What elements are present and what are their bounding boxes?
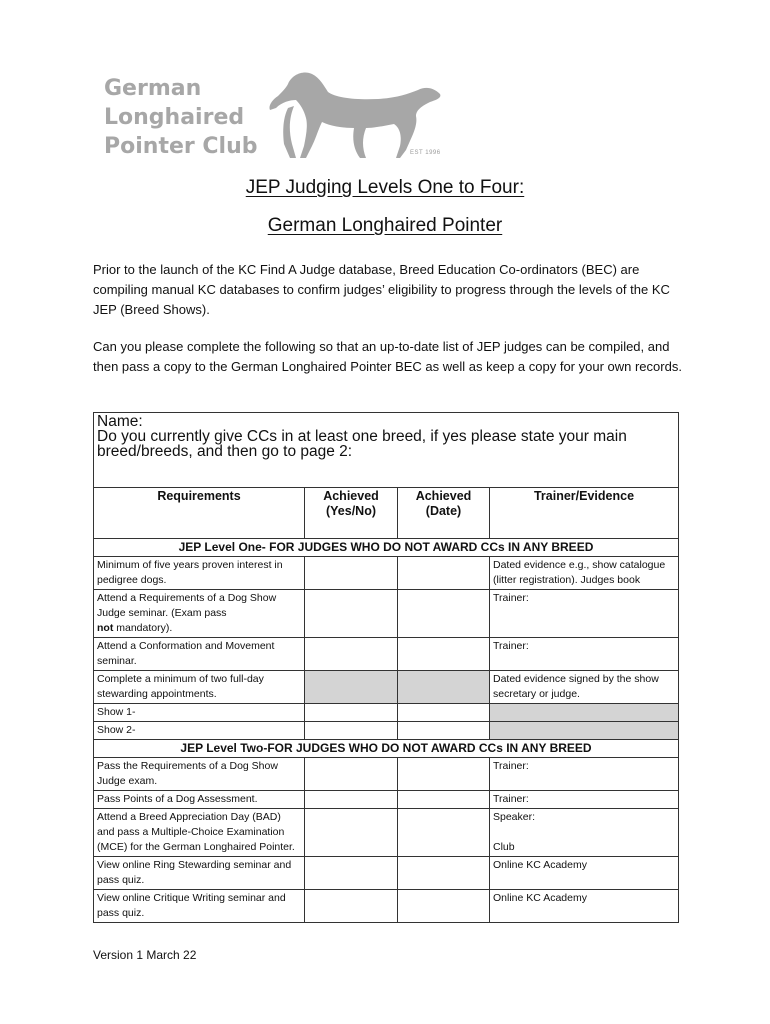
requirement-cell <box>94 590 305 638</box>
table-row <box>94 671 679 704</box>
evidence-cell[interactable] <box>490 809 679 857</box>
jep-form-table <box>93 412 679 923</box>
version-footer: Version 1 March 22 <box>93 948 197 962</box>
trainer-evidence-header: Trainer/Evidence <box>490 488 679 539</box>
speaker-label: Speaker: <box>493 811 536 823</box>
table-row <box>94 857 679 890</box>
name-label: Name: <box>97 413 143 430</box>
dog-icon <box>266 66 446 162</box>
shaded-cell <box>490 722 679 740</box>
name-field[interactable] <box>94 413 679 488</box>
document-title: JEP Judging Levels One to Four: <box>245 177 525 198</box>
club-label: Club <box>493 841 515 853</box>
logo-wordmark <box>104 74 257 161</box>
level-one-title: JEP Level One- FOR JUDGES WHO DO NOT AWARD CCs IN ANY BREED <box>94 539 679 557</box>
shaded-cell <box>490 704 679 722</box>
table-row <box>94 638 679 671</box>
requirement-cell: Minimum of five years proven interest in pedigree dogs. <box>94 557 305 590</box>
achieved-date-cell[interactable] <box>398 638 490 671</box>
level-two-title: JEP Level Two-FOR JUDGES WHO DO NOT AWARD CCs IN ANY BREED <box>94 740 679 758</box>
requirement-cell: Show 2- <box>94 722 305 740</box>
evidence-cell[interactable]: Dated evidence e.g., show catalogue (litter registration). Judges book <box>490 557 679 590</box>
achieved-date-cell[interactable] <box>398 890 490 923</box>
table-row <box>94 758 679 791</box>
achieved-yes-no-cell[interactable] <box>305 857 398 890</box>
evidence-cell[interactable]: Trainer: <box>490 638 679 671</box>
achieved-yes-no-cell[interactable] <box>305 791 398 809</box>
shaded-cell <box>398 671 490 704</box>
logo-line-3: Pointer Club <box>104 134 258 159</box>
requirements-header: Requirements <box>94 488 305 539</box>
instructions-paragraph: Can you please complete the following so that an up-to-date list of JEP judges can be compiled, and then pass a copy to the German Longhaired Pointer BEC as well as keep a copy for your own records. <box>93 339 682 374</box>
table-row <box>94 890 679 923</box>
yes-no-label: (Yes/No) <box>325 504 376 518</box>
requirement-text: mandatory). <box>113 622 173 634</box>
achieved-yes-no-header <box>305 488 398 539</box>
achieved-date-cell[interactable] <box>398 857 490 890</box>
requirement-cell: Show 1- <box>94 704 305 722</box>
achieved-date-cell[interactable] <box>398 704 490 722</box>
achieved-date-header <box>398 488 490 539</box>
table-row <box>94 791 679 809</box>
header-row <box>94 488 679 539</box>
achieved-label: Achieved <box>415 489 472 503</box>
requirement-text: Attend a Requirements of a Dog Show Judge seminar. (Exam pass <box>97 592 277 619</box>
achieved-yes-no-cell[interactable] <box>305 590 398 638</box>
achieved-yes-no-cell[interactable] <box>305 557 398 590</box>
document-subtitle: German Longhaired Pointer <box>267 215 503 236</box>
achieved-yes-no-cell[interactable] <box>305 809 398 857</box>
section-row <box>94 539 679 557</box>
evidence-cell[interactable]: Online KC Academy <box>490 857 679 890</box>
cc-question: Do you currently give CCs in at least one breed, if yes please state your main breed/breeds, and then go to page 2: <box>97 428 627 460</box>
requirement-emphasis: not <box>97 622 114 634</box>
table-row <box>94 590 679 638</box>
evidence-cell[interactable]: Dated evidence signed by the show secretary or judge. <box>490 671 679 704</box>
requirement-cell: Complete a minimum of two full-day stewarding appointments. <box>94 671 305 704</box>
achieved-date-cell[interactable] <box>398 590 490 638</box>
table-row <box>94 809 679 857</box>
club-logo <box>104 66 444 166</box>
evidence-cell[interactable]: Online KC Academy <box>490 890 679 923</box>
achieved-date-cell[interactable] <box>398 557 490 590</box>
requirement-cell: Pass the Requirements of a Dog Show Judge exam. <box>94 758 305 791</box>
achieved-yes-no-cell[interactable] <box>305 758 398 791</box>
achieved-date-cell[interactable] <box>398 758 490 791</box>
logo-established: EST 1996 <box>410 150 441 156</box>
achieved-yes-no-cell[interactable] <box>305 890 398 923</box>
evidence-cell[interactable]: Trainer: <box>490 590 679 638</box>
section-row <box>94 740 679 758</box>
achieved-yes-no-cell[interactable] <box>305 704 398 722</box>
requirement-cell: View online Ring Stewarding seminar and pass quiz. <box>94 857 305 890</box>
logo-line-1: German <box>104 76 202 101</box>
achieved-date-cell[interactable] <box>398 791 490 809</box>
achieved-yes-no-cell[interactable] <box>305 638 398 671</box>
requirement-cell: View online Critique Writing seminar and pass quiz. <box>94 890 305 923</box>
logo-line-2: Longhaired <box>104 105 245 130</box>
achieved-date-cell[interactable] <box>398 722 490 740</box>
achieved-yes-no-cell[interactable] <box>305 722 398 740</box>
shaded-cell <box>305 671 398 704</box>
achieved-date-cell[interactable] <box>398 809 490 857</box>
name-row <box>94 413 679 488</box>
table-row <box>94 704 679 722</box>
evidence-cell[interactable]: Trainer: <box>490 758 679 791</box>
table-row <box>94 557 679 590</box>
requirement-cell: Attend a Conformation and Movement seminar. <box>94 638 305 671</box>
achieved-label: Achieved <box>323 489 379 503</box>
table-row <box>94 722 679 740</box>
requirement-cell: Attend a Breed Appreciation Day (BAD) and pass a Multiple-Choice Examination (MCE) for the German Longhaired Pointer. <box>94 809 305 857</box>
date-label: (Date) <box>425 504 462 518</box>
requirement-cell: Pass Points of a Dog Assessment. <box>94 791 305 809</box>
intro-paragraph: Prior to the launch of the KC Find A Judge database, Breed Education Co-ordinators (BEC) are compiling manual KC databases to confirm judges’ eligibility to progress through the levels of the KC JEP (Breed Shows). <box>93 262 670 317</box>
evidence-cell[interactable]: Trainer: <box>490 791 679 809</box>
